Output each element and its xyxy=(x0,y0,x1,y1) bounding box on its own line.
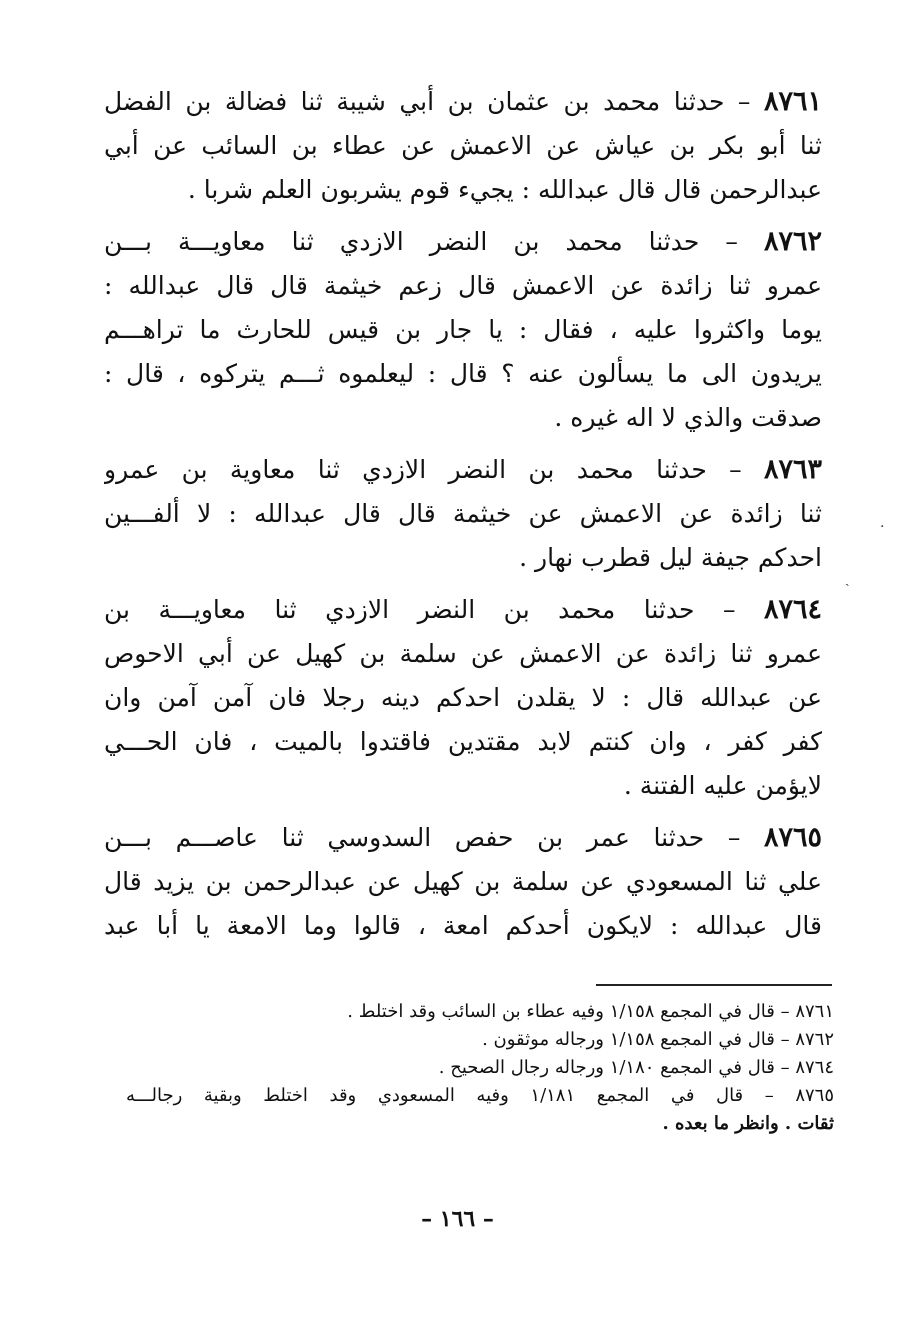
footnote-divider xyxy=(596,984,832,986)
text-line: ثنا زائدة عن الاعمش عن خيثمة قال قال عبدالله : لا ألفـــين xyxy=(104,499,822,528)
text-line: ٨٧٦٢ – حدثنا محمد بن النضر الازدي ثنا معاويـــة بـــن xyxy=(104,226,822,257)
text-line: ثنا أبو بكر بن عياش عن الاعمش عن عطاء بن السائب عن أبي xyxy=(104,131,822,160)
entry-number: ٨٧٦٣ xyxy=(763,454,822,485)
hadith-entry-8761 xyxy=(104,80,822,212)
text-line: يوما واكثروا عليه ، فقال : يا جار بن قيس للحارث ما تراهـــم xyxy=(104,315,822,344)
footnote-8761: ٨٧٦١ – قال في المجمع ١/١٥٨ وفيه عطاء بن السائب وقد اختلط . xyxy=(347,1001,834,1022)
text-line: لايؤمن عليه الفتنة . xyxy=(623,771,822,800)
entry-number: ٨٧٦٥ xyxy=(763,822,822,853)
text-line: قال عبدالله : لايكون أحدكم امعة ، قالوا وما الامعة يا أبا عبد xyxy=(104,911,822,940)
text-line: ٨٧٦١ – حدثنا محمد بن عثمان بن أبي شيبة ثنا فضالة بن الفضل xyxy=(104,86,822,117)
text-line: احدكم جيفة ليل قطرب نهار . xyxy=(519,543,822,572)
footnote-8765-continuation: ثقات . وانظر ما بعده . xyxy=(662,1113,834,1134)
footnote-8764: ٨٧٦٤ – قال في المجمع ١/١٨٠ ورجاله رجال الصحيح . xyxy=(438,1057,834,1078)
text-line: ٨٧٦٣ – حدثنا محمد بن النضر الازدي ثنا معاوية بن عمرو xyxy=(104,454,822,485)
entry-number: ٨٧٦١ xyxy=(763,86,822,117)
text-line: صدقت والذي لا اله غيره . xyxy=(554,403,822,432)
entry-number: ٨٧٦٤ xyxy=(763,594,822,625)
hadith-entry-8764 xyxy=(104,588,822,808)
footnote-8765: ٨٧٦٥ – قال في المجمع ١/١٨١ وفيه المسعودي وقد اختلط وبقية رجالـــه xyxy=(126,1085,834,1106)
text-line: يريدون الى ما يسألون عنه ؟ قال : ليعلموه ثـــم يتركوه ، قال : xyxy=(104,359,822,388)
text-line: عبدالرحمن قال قال عبدالله : يجيء قوم يشربون العلم شربا . xyxy=(187,175,822,204)
footnotes xyxy=(126,998,834,1138)
entry-number: ٨٧٦٢ xyxy=(764,226,822,257)
scan-speck: ˏ xyxy=(845,571,850,587)
footnote-8762: ٨٧٦٢ – قال في المجمع ١/١٥٨ ورجاله موثقون . xyxy=(482,1029,834,1050)
scan-speck: · xyxy=(880,519,885,535)
hadith-entry-8762 xyxy=(104,220,822,440)
page-number: – ١٦٦ – xyxy=(421,1206,494,1232)
hadith-entry-8765 xyxy=(104,816,822,948)
text-line: كفر كفر ، وان كنتم لابد مقتدين فاقتدوا بالميت ، فان الحـــي xyxy=(104,727,822,756)
text-line: علي ثنا المسعودي عن سلمة بن كهيل عن عبدالرحمن بن يزيد قال xyxy=(104,867,822,896)
text-line: ٨٧٦٥ – حدثنا عمر بن حفص السدوسي ثنا عاصـــم بـــن xyxy=(104,822,822,853)
text-line: عمرو ثنا زائدة عن الاعمش قال زعم خيثمة قال قال عبدالله : xyxy=(104,271,822,300)
text-line: عن عبدالله قال : لا يقلدن احدكم دينه رجلا فان آمن آمن وان xyxy=(104,683,822,712)
text-line: عمرو ثنا زائدة عن الاعمش عن سلمة بن كهيل عن أبي الاحوص xyxy=(104,639,822,668)
text-line: ٨٧٦٤ – حدثنا محمد بن النضر الازدي ثنا معاويـــة بن xyxy=(104,594,822,625)
main-text xyxy=(104,80,822,956)
hadith-entry-8763 xyxy=(104,448,822,580)
